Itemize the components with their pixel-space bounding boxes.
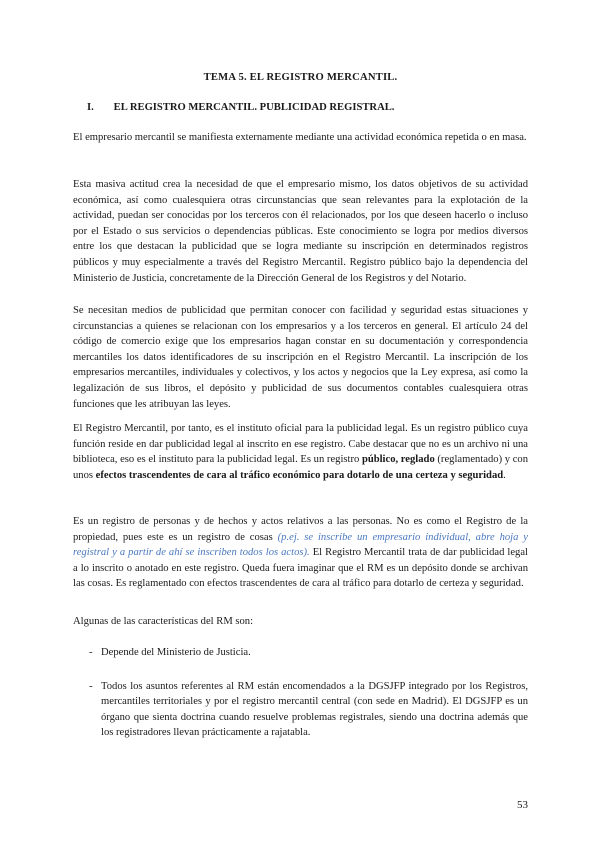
section-heading [87, 100, 527, 116]
paragraph-4-text-2: (reglamentado) y con unos [73, 454, 529, 481]
paragraph-3: Se necesitan medios de publicidad que permitan conocer con facilidad y seguridad estas situaciones y circunstancias a quienes se relacionan con los empresarios y a los terceros en general. El artículo 24 del código de comercio exige que los empresarios hagan constar en su documentación y correspondencia mercantiles los datos identificadores de su inscripción en el Registro Mercantil. La inscripción de los empresarios mercantiles, individuales y colectivos, y los actos y negocios que la Ley expresa, así como la legalización de sus libros, el depósito y publicidad de sus documentos contables cualesquiera otras funciones que les atribuyan las leyes. [73, 305, 528, 410]
paragraph-4 [73, 421, 528, 483]
paragraph-5 [73, 514, 528, 592]
page-number: 53 [517, 799, 528, 811]
page-title: TEMA 5. EL REGISTRO MERCANTIL. [203, 72, 398, 83]
paragraph-4-text: El Registro Mercantil, por tanto, es el instituto oficial para la publicidad legal. Es un registro público cuya función reside en dar publicidad legal al inscrito en ese registro. Cabe destacar que no es un archivo ni una biblioteca, eso es el instituto para la publicidad legal. Es un registro [73, 423, 528, 466]
section-title: EL REGISTRO MERCANTIL. PUBLICIDAD REGISTRAL. [113, 102, 395, 113]
paragraph-2: Esta masiva actitud crea la necesidad de que el empresario mismo, los datos objetivos de su actividad económica, así como cualesquiera otras circunstancias que sean relevantes para la explotación de la actividad, puedan ser conocidas por los terceros con él relacionados, por los que deseen hacerlo o incluso por el Estado o sus servicios o dependencias públicas. Este conocimiento se logra por medios diversos entre los que destacan la publicidad que se logra mediante su inscripción en determinados registros públicos y muy especialmente a través del Registro Mercantil. Registro público bajo la dependencia del Ministerio de Justicia, concretamente de la Dirección General de los Registros y del Notario. [73, 179, 528, 284]
characteristics-list [73, 645, 528, 741]
paragraph-4-end: . [503, 469, 506, 481]
dash-bullet: - [89, 680, 93, 692]
paragraph-4-bold-2: efectos trascendentes de cara al tráfico económico para dotarlo de una certeza y seguridad [95, 469, 504, 481]
section-number: I. [87, 102, 94, 113]
dash-bullet: - [89, 647, 93, 658]
paragraph-5-text-2: El Registro Mercantil trata de dar publicidad legal a lo inscrito o anotado en este registro. Queda fuera imaginar que el RM es un depósito donde se archivan las cosas. Es reglamentado con efectos trascendentes de cara al tráfico para dotarlo de certeza y seguridad. [73, 547, 528, 590]
paragraph-6: Algunas de las características del RM son: [73, 616, 254, 627]
list-item [73, 645, 528, 661]
list-item-text: Todos los asuntos referentes al RM están encomendados a la DGSJFP integrado por los Registros, mercantiles territoriales y por el registro mercantil central (con sede en Madrid). El DGSJFP es un órgano que sienta doctrina cuando resuelve problemas registrales, siendo una doctrina además que los registradores llevan prácticamente a rajatabla. [101, 680, 528, 739]
paragraph-4-bold-1: público, reglado [361, 454, 435, 466]
list-item [73, 679, 528, 741]
paragraph-1: El empresario mercantil se manifiesta externamente mediante una actividad económica repetida o en masa. [73, 132, 527, 143]
paragraph-5-example: (p.ej. se inscribe un empresario individual, abre hoja y registral y a partir de ahí se inscriben todos los actos). [73, 531, 528, 559]
paragraph-5-text: Es un registro de personas y de hechos y actos relativos a las personas. No es como el Registro de la propiedad, pues este es un registro de cosas [73, 516, 528, 543]
list-item-text: Depende del Ministerio de Justicia. [101, 647, 251, 658]
